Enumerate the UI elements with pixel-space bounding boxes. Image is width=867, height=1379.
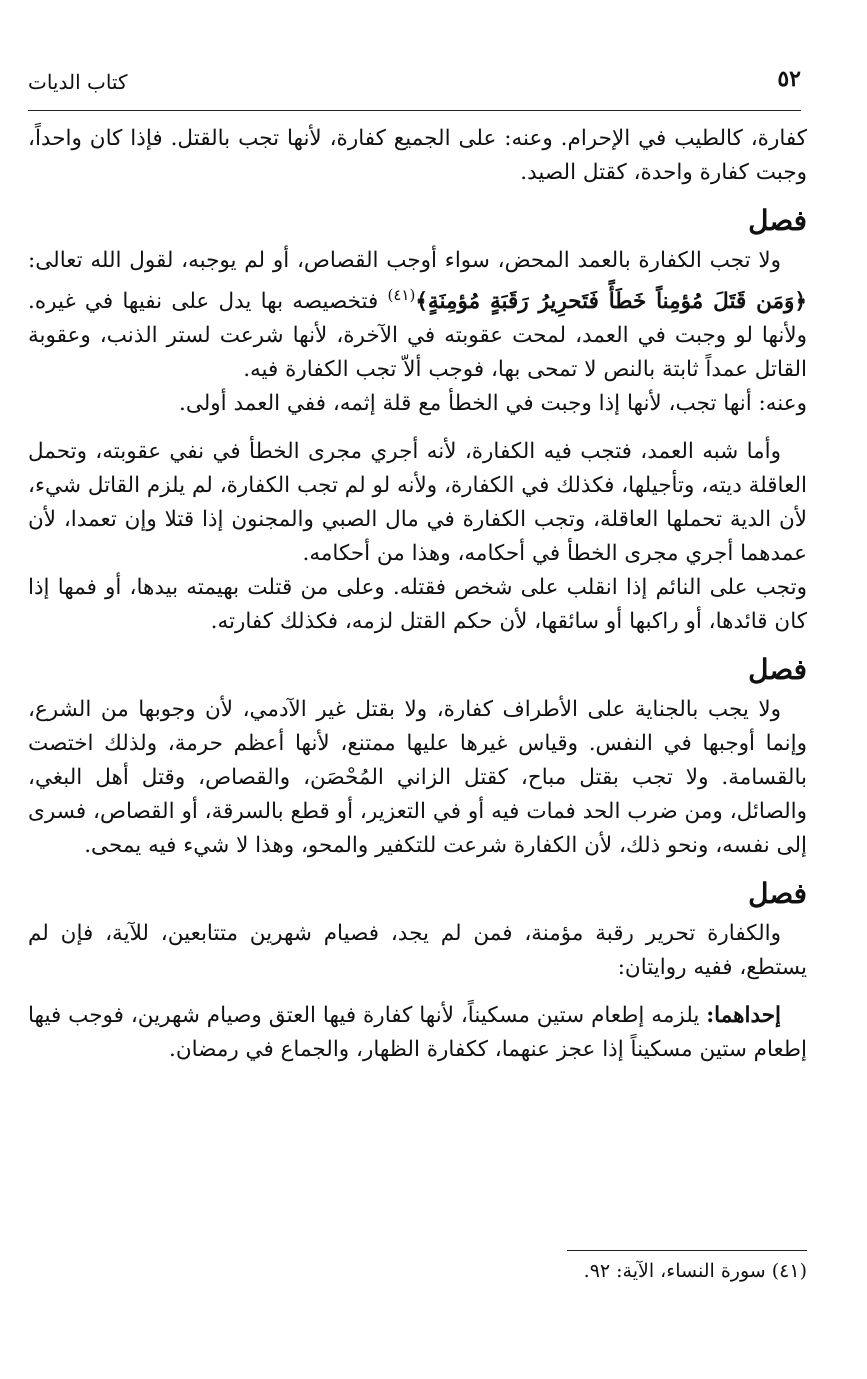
main-text xyxy=(28,122,807,1067)
spacer xyxy=(28,985,807,999)
page-number: ٥٢ xyxy=(777,66,801,92)
spacer xyxy=(28,421,807,435)
paragraph xyxy=(28,999,807,1067)
footnote-rule xyxy=(567,1250,807,1251)
paragraph xyxy=(28,244,807,387)
paragraph: كفارة، كالطيب في الإحرام. وعنه: على الجميع كفارة، لأنها تجب بالقتل. فإذا كان واحداً، وجبت كفارة واحدة، كقتل الصيد. xyxy=(28,126,807,185)
footnote: (٤١) سورة النساء، الآية: ٩٢. xyxy=(583,1260,807,1282)
paragraph: ولا يجب بالجناية على الأطراف كفارة، ولا بقتل غير الآدمي، لأن وجوبها من الشرع، وإنما أوجبها في النفس. وقياس غيرها عليها ممتنع، لأنها أعظم حرمة، ولذلك اختصت بالقسامة. ولا تجب بقتل مباح، كقتل الزاني المُحْصَن، والقصاص، وقتل أهل البغي، والصائل، ومن ضرب الحد فمات فيه أو في التعزير، أو قطع بالسرقة، أو القصاص، فسرى إلى نفسه، ونحو ذلك، لأن الكفارة شرعت للتكفير والمحو، وهذا لا شيء فيه يمحى. xyxy=(28,697,807,859)
text-run: فتخصيصه بها يدل على نفيها في غيره. ولأنها لو وجبت في العمد، لمحت عقوبته في الآخرة، لأنها شرعت لستر الذنب، وعقوبة القاتل عمداً ثابتة بالنص لا تمحى بها، فوجب ألاّ تجب الكفارة فيه. xyxy=(28,289,807,383)
text-run: ولا تجب الكفارة بالعمد المحض، سواء أوجب القصاص، أو لم يوجبه، لقول الله تعالى: xyxy=(28,248,781,273)
running-title: كتاب الديات xyxy=(28,70,128,94)
section-heading: فصل xyxy=(748,877,807,911)
paragraph: وأما شبه العمد، فتجب فيه الكفارة، لأنه أجري مجرى الخطأ في نفي عقوبته، وتحمل العاقلة ديته، وتأجيلها، فكذلك في الكفارة، ولأنه لو لم تجب الكفارة، لم يلزم القاتل شيء، لأن الدية تحملها العاقلة، وتجب الكفارة في مال الصبي والمجنون إذا قتلا وإن تعمدا، لأن عمدهما أجري مجرى الخطأ في أحكامه، وهذا من أحكامه. xyxy=(28,439,807,567)
paragraph: وتجب على النائم إذا انقلب على شخص فقتله. وعلى من قتلت بهيمته بيدها، أو فمها إذا كان قائدها، أو راكبها أو سائقها، لأن حكم القتل لزمه، فكذلك كفارته. xyxy=(28,575,807,635)
quran-verse: ﴿وَمَن قَتَلَ مُؤمِناً خَطَأً فَتَحرِيرُ رَقَبَةٍ مُؤمِنَةٍ﴾ xyxy=(415,289,807,315)
paragraph: والكفارة تحرير رقبة مؤمنة، فمن لم يجد، فصيام شهرين متتابعين، للآية، فإن لم يستطع، ففيه روايتان: xyxy=(28,921,807,981)
header-rule xyxy=(28,110,801,111)
paragraph: وعنه: أنها تجب، لأنها إذا وجبت في الخطأ مع قلة إثمه، ففي العمد أولى. xyxy=(178,391,807,417)
lead-term: إحداهما: xyxy=(706,1003,781,1029)
section-heading: فصل xyxy=(748,653,807,687)
text-run: يلزمه إطعام ستين مسكيناً، لأنها كفارة فيها العتق وصيام شهرين، فوجب فيها إطعام ستين مسكيناً إذا عجز عنهما، ككفارة الظهار، والجماع في رمضان. xyxy=(28,1003,807,1063)
section-heading: فصل xyxy=(748,204,807,237)
footnote-marker: (٤١) xyxy=(387,286,416,304)
page-header xyxy=(28,60,801,100)
